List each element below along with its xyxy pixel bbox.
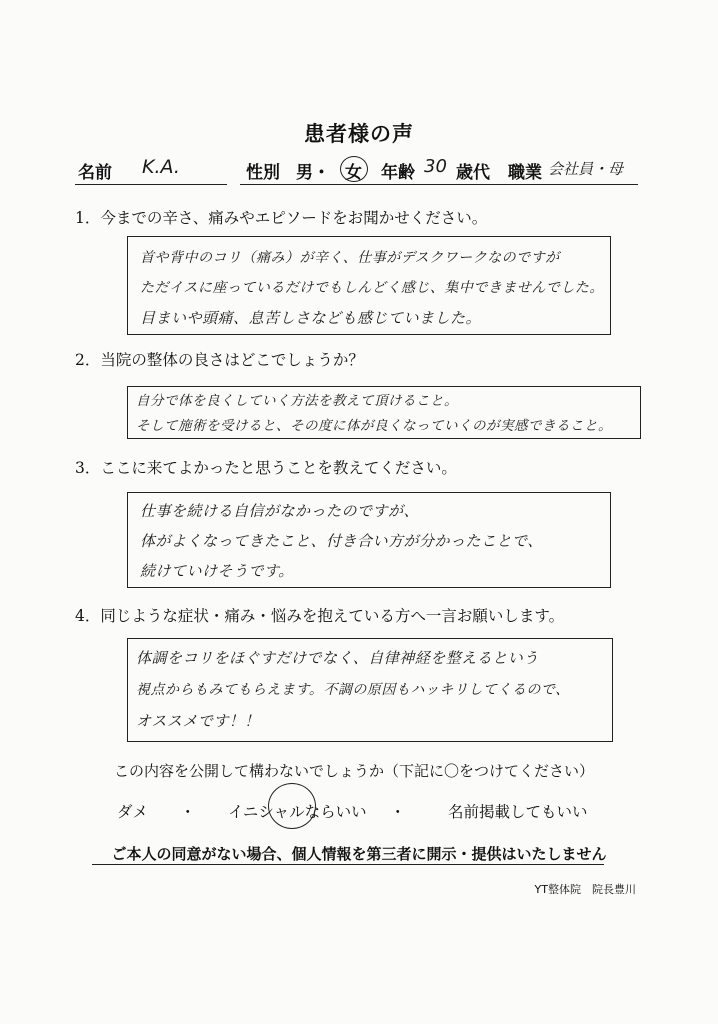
header-underline bbox=[240, 158, 638, 185]
question-1: 1．今までの辛さ、痛みやエピソードをお聞かせください。 bbox=[75, 209, 488, 227]
answer-1-line-3: 目まいや頭痛、息苦しさなども感じていました。 bbox=[140, 309, 482, 327]
privacy-notice: ご本人の同意がない場合、個人情報を第三者に開示・提供はいたしません bbox=[111, 845, 607, 863]
consent-separator-2: ・ bbox=[390, 803, 406, 821]
gender-male: 男・ bbox=[296, 163, 330, 183]
answer-4-line-1: 体調をコリをほぐすだけでなく、自律神経を整えるという bbox=[136, 649, 539, 667]
question-2: 2．当院の整体の良さはどこでしょうか？ bbox=[75, 351, 364, 369]
consent-question: この内容を公開して構わないでしょうか（下記に〇をつけてください） bbox=[114, 762, 595, 780]
question-4: 4．同じような症状・痛み・悩みを抱えている方へ一言お願いします。 bbox=[75, 607, 565, 625]
consent-circle-mark bbox=[268, 783, 316, 829]
job-value: 会社員・母 bbox=[548, 160, 624, 178]
consent-option-no: ダメ bbox=[117, 803, 149, 821]
answer-1-line-1: 首や背中のコリ（痛み）が辛く、仕事がデスクワークなのですが bbox=[140, 250, 560, 266]
consent-option-full-name: 名前掲載してもいい bbox=[448, 803, 588, 821]
name-value: K.A. bbox=[142, 156, 180, 178]
name-label: 名前 bbox=[78, 163, 112, 183]
answer-3-line-1: 仕事を続ける自信がなかったのですが、 bbox=[140, 502, 420, 520]
answer-4-line-2: 視点からもみてもらえます。不調の原因もハッキリしてくるので、 bbox=[136, 682, 570, 698]
answer-2-line-2: そして施術を受けると、その度に体が良くなっていくのが実感できること。 bbox=[136, 418, 612, 434]
answer-3-line-2: 体がよくなってきたこと、付き合い方が分かったことで、 bbox=[140, 532, 543, 550]
page-title: 患者様の声 bbox=[304, 121, 414, 146]
consent-option-initials: イニシャルならいい bbox=[228, 803, 367, 821]
answer-3-line-3: 続けていけそうです。 bbox=[140, 562, 294, 580]
notice-underline bbox=[92, 864, 604, 865]
question-3: 3．ここに来てよかったと思うことを教えてください。 bbox=[75, 459, 457, 477]
age-value: 30 bbox=[424, 156, 447, 177]
answer-4-line-3: オススメです！！ bbox=[136, 712, 260, 730]
consent-separator-1: ・ bbox=[180, 803, 196, 821]
name-underline bbox=[75, 158, 227, 185]
gender-label: 性別 bbox=[246, 163, 280, 183]
gender-female: 女 bbox=[345, 163, 362, 183]
clinic-signature: YT整体院 院長豊川 bbox=[534, 883, 636, 896]
age-label: 年齢 bbox=[381, 163, 415, 183]
age-suffix: 歳代 bbox=[456, 163, 490, 183]
answer-1-line-2: ただイスに座っているだけでもしんどく感じ、集中できませんでした。 bbox=[140, 280, 604, 296]
job-label: 職業 bbox=[508, 163, 542, 183]
answer-2-line-1: 自分で体を良くしていく方法を教えて頂けること。 bbox=[136, 393, 458, 409]
